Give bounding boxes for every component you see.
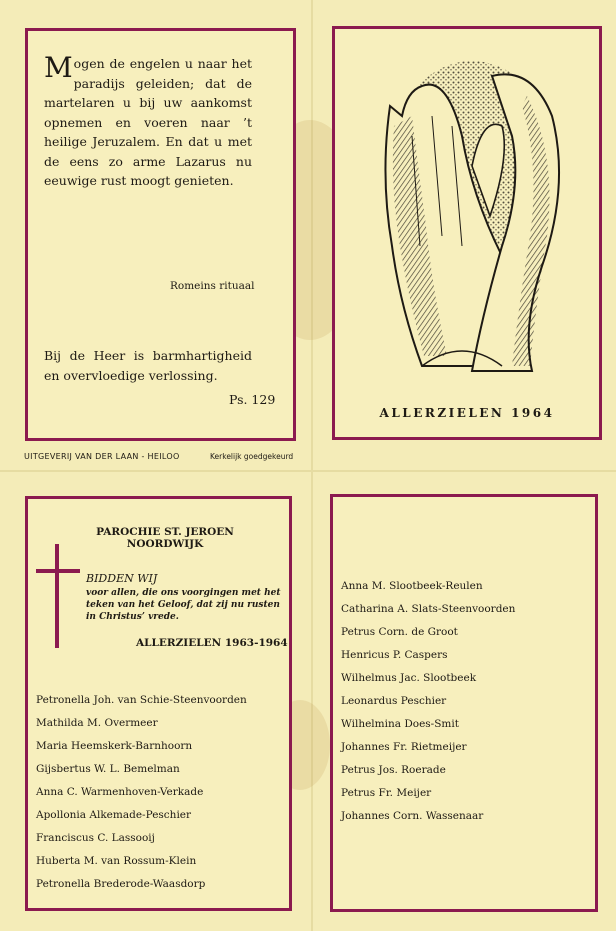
deceased-name: Huberta M. van Rossum-Klein xyxy=(36,855,197,867)
verse-source: Romeins rituaal xyxy=(170,280,255,292)
memorial-period: ALLERZIELEN 1963-1964 xyxy=(136,637,288,649)
deceased-name: Wilhelmus Jac. Slootbeek xyxy=(341,672,477,684)
deceased-list-left xyxy=(36,689,247,896)
deceased-name: Johannes Fr. Rietmeijer xyxy=(341,741,467,753)
deceased-name: Mathilda M. Overmeer xyxy=(36,717,158,729)
deceased-name: Petrus Fr. Meijer xyxy=(341,787,432,799)
deceased-name: Maria Heemskerk-Barnhoorn xyxy=(36,740,193,752)
church-approval: Kerkelijk goedgekeurd xyxy=(210,452,294,461)
verse-text xyxy=(44,51,252,191)
prayer-text: voor allen, die ons voorgingen met het teken van het Geloof, dat zij nu rusten in Christus’ vrede. xyxy=(86,588,281,622)
cover-title: ALLERZIELEN 1964 xyxy=(379,406,555,420)
parish-town: NOORDWIJK xyxy=(126,538,204,550)
parish-heading xyxy=(60,526,270,550)
cross-icon xyxy=(36,542,80,650)
praying-hands-illustration xyxy=(352,46,584,386)
deceased-name: Petrus Corn. de Groot xyxy=(341,626,458,638)
deceased-name: Catharina A. Slats-Steenvoorden xyxy=(341,603,516,615)
parish-name: PAROCHIE ST. JEROEN xyxy=(96,526,234,538)
verse2-text: Bij de Heer is barmhartigheid en overvloedige verlossing. xyxy=(44,348,252,383)
deceased-name: Apollonia Alkemade-Peschier xyxy=(36,809,192,821)
deceased-name: Petronella Brederode-Waasdorp xyxy=(36,878,206,890)
verse2-source: Ps. 129 xyxy=(229,392,276,407)
deceased-name: Johannes Corn. Wassenaar xyxy=(341,810,484,822)
deceased-name: Anna M. Slootbeek-Reulen xyxy=(341,580,483,592)
deceased-name: Petrus Jos. Roerade xyxy=(341,764,446,776)
deceased-list-right xyxy=(341,575,515,828)
deceased-name: Leonardus Peschier xyxy=(341,695,447,707)
verse-body: ogen de engelen u naar het paradijs geleiden; dat de martelaren u bij uw aankomst opnemen en voeren naar ’t heilige Jeruzalem. En dat u met de eens zo arme Lazarus nu eeuwige rust moogt genieten. xyxy=(44,56,252,188)
prayer-heading: BIDDEN WIJ xyxy=(86,572,158,585)
deceased-name: Wilhelmina Does-Smit xyxy=(341,718,459,730)
deceased-name: Gijsbertus W. L. Bemelman xyxy=(36,763,180,775)
deceased-name: Anna C. Warmenhoven-Verkade xyxy=(36,786,204,798)
drop-cap: M xyxy=(44,51,73,84)
deceased-name: Petronella Joh. van Schie-Steenvoorden xyxy=(36,694,247,706)
deceased-name: Henricus P. Caspers xyxy=(341,649,448,661)
deceased-name: Franciscus C. Lassooij xyxy=(36,832,155,844)
horizontal-fold xyxy=(0,470,616,472)
publisher-credit: UITGEVERIJ VAN DER LAAN - HEILOO xyxy=(24,452,180,461)
